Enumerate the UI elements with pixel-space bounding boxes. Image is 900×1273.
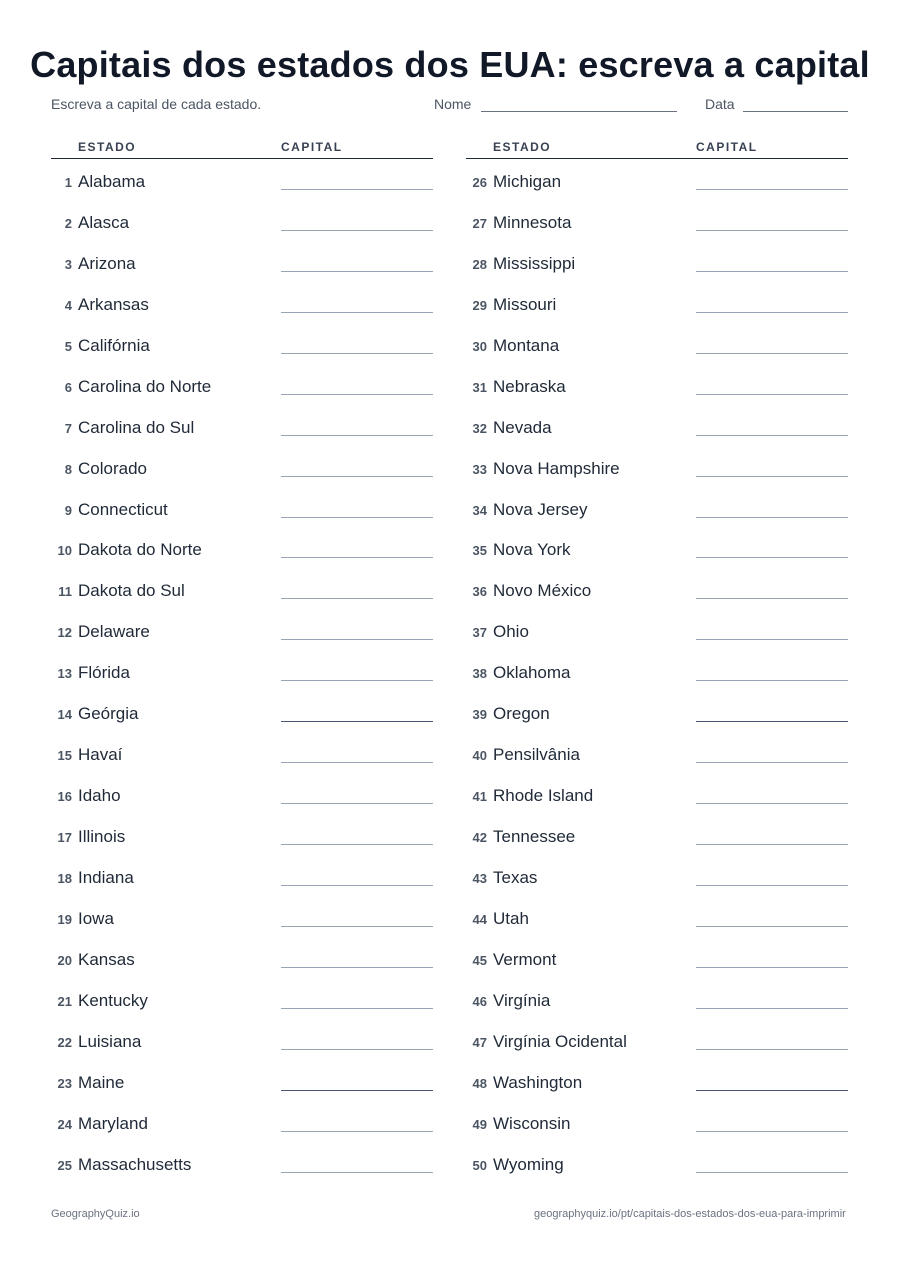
state-name: Rhode Island	[493, 786, 594, 806]
row-number: 40	[472, 748, 487, 764]
capital-answer-line[interactable]	[281, 885, 433, 886]
row-number: 31	[472, 379, 487, 395]
state-name: Arkansas	[78, 294, 149, 314]
row-number: 37	[472, 625, 487, 641]
capital-answer-line[interactable]	[281, 721, 433, 722]
state-name: Texas	[493, 867, 538, 887]
state-name: Carolina do Norte	[78, 376, 212, 396]
row-number: 48	[472, 1075, 487, 1091]
state-row	[51, 650, 433, 691]
state-name: Maryland	[78, 1113, 148, 1133]
state-row	[466, 978, 848, 1019]
state-name: Utah	[493, 908, 529, 928]
capital-answer-line[interactable]	[281, 557, 433, 558]
state-name: Alabama	[78, 172, 146, 191]
capital-column-header: CAPITAL	[696, 140, 758, 154]
row-number: 36	[472, 584, 487, 600]
state-name: Idaho	[78, 786, 121, 806]
capital-answer-line[interactable]	[696, 1049, 848, 1050]
row-number: 27	[472, 215, 487, 231]
state-name: Arizona	[78, 253, 136, 273]
state-name: Ohio	[493, 622, 529, 642]
state-row	[51, 609, 433, 650]
state-row	[51, 323, 433, 364]
state-name: Wisconsin	[493, 1113, 571, 1133]
row-number: 2	[64, 215, 72, 231]
state-name: Vermont	[493, 949, 557, 969]
state-row	[466, 1019, 848, 1060]
state-row	[51, 1142, 433, 1183]
capital-answer-line[interactable]	[696, 803, 848, 804]
state-name: Nevada	[493, 417, 552, 437]
row-number: 41	[472, 789, 487, 805]
row-number: 5	[64, 338, 72, 354]
state-row	[466, 487, 848, 528]
state-row	[466, 609, 848, 650]
row-number: 3	[64, 256, 72, 272]
row-number: 34	[472, 502, 487, 518]
state-name: Delaware	[78, 622, 150, 642]
row-number: 4	[64, 297, 72, 313]
state-name: Michigan	[493, 172, 562, 191]
row-number: 13	[57, 666, 72, 682]
state-row	[51, 1019, 433, 1060]
state-name: Maine	[78, 1072, 125, 1092]
capital-answer-line[interactable]	[696, 394, 848, 395]
capital-answer-line[interactable]	[281, 598, 433, 599]
state-row	[466, 732, 848, 773]
capital-answer-line[interactable]	[281, 189, 433, 190]
state-name: Nova Jersey	[493, 499, 588, 519]
row-number: 20	[57, 952, 72, 968]
capital-answer-line[interactable]	[281, 271, 433, 272]
row-number: 9	[64, 502, 72, 518]
state-row	[51, 1060, 433, 1101]
row-number: 19	[57, 911, 72, 927]
state-name: Flórida	[78, 663, 130, 683]
state-name: Carolina do Sul	[78, 417, 195, 437]
state-name: Dakota do Norte	[78, 540, 202, 560]
state-row	[466, 446, 848, 487]
state-row	[51, 241, 433, 282]
capital-answer-line[interactable]	[281, 1090, 433, 1091]
state-name: Nova York	[493, 540, 571, 560]
state-row	[466, 937, 848, 978]
state-row	[466, 773, 848, 814]
state-name: Havaí	[78, 745, 123, 765]
row-number: 47	[472, 1034, 487, 1050]
state-row	[51, 527, 433, 568]
state-row	[51, 978, 433, 1019]
state-row	[466, 1060, 848, 1101]
capital-answer-line[interactable]	[281, 435, 433, 436]
state-name: Oklahoma	[493, 663, 571, 683]
state-row	[51, 282, 433, 323]
right-column	[466, 138, 848, 1182]
state-row	[51, 446, 433, 487]
capital-answer-line[interactable]	[281, 230, 433, 231]
state-row	[466, 855, 848, 896]
column-header	[51, 138, 433, 159]
state-column-header: ESTADO	[78, 140, 137, 154]
row-number: 25	[57, 1157, 72, 1173]
date-field[interactable]	[743, 111, 848, 112]
instructions: Escreva a capital de cada estado.	[51, 96, 262, 112]
row-number: 11	[58, 584, 72, 600]
right-rows	[466, 159, 848, 1182]
row-number: 42	[472, 830, 487, 845]
capital-answer-line[interactable]	[696, 598, 848, 599]
state-row	[466, 1101, 848, 1142]
row-number: 10	[57, 543, 72, 559]
row-number: 6	[64, 379, 72, 395]
column-header	[466, 138, 848, 159]
state-row	[466, 405, 848, 446]
state-name: Novo México	[493, 581, 592, 601]
row-number: 18	[57, 870, 72, 886]
row-number: 26	[472, 175, 487, 190]
capital-answer-line[interactable]	[281, 680, 433, 681]
state-name: Nebraska	[493, 376, 566, 396]
state-row	[466, 691, 848, 732]
state-name: Wyoming	[493, 1154, 564, 1174]
capital-answer-line[interactable]	[281, 353, 433, 354]
state-row	[51, 814, 433, 855]
row-number: 8	[64, 461, 72, 477]
state-row	[51, 364, 433, 405]
state-row	[51, 691, 433, 732]
row-number: 35	[472, 543, 487, 559]
state-row	[466, 323, 848, 364]
state-column-header: ESTADO	[493, 140, 552, 154]
capital-answer-line[interactable]	[696, 557, 848, 558]
capital-answer-line[interactable]	[281, 1172, 433, 1173]
state-name: Dakota do Sul	[78, 581, 185, 601]
capital-answer-line[interactable]	[281, 844, 433, 845]
state-row	[51, 896, 433, 937]
row-number: 1	[64, 175, 72, 190]
capital-answer-line[interactable]	[281, 1049, 433, 1050]
capital-answer-line[interactable]	[281, 926, 433, 927]
state-row	[466, 364, 848, 405]
state-row	[466, 282, 848, 323]
capital-answer-line[interactable]	[696, 312, 848, 313]
capital-answer-line[interactable]	[696, 762, 848, 763]
capital-answer-line[interactable]	[696, 1131, 848, 1132]
state-row	[51, 200, 433, 241]
row-number: 24	[57, 1116, 72, 1132]
capital-answer-line[interactable]	[696, 885, 848, 886]
state-name: Kentucky	[78, 990, 148, 1010]
capital-column-header: CAPITAL	[281, 140, 343, 154]
row-number: 44	[472, 911, 487, 927]
state-row	[51, 1101, 433, 1142]
state-row	[466, 814, 848, 855]
row-number: 32	[472, 420, 487, 436]
state-row	[51, 732, 433, 773]
row-number: 16	[57, 789, 72, 805]
state-row	[466, 650, 848, 691]
state-name: Geórgia	[78, 704, 139, 724]
capital-answer-line[interactable]	[696, 1090, 848, 1091]
capital-answer-line[interactable]	[281, 1131, 433, 1132]
state-name: Indiana	[78, 867, 134, 887]
state-row	[51, 405, 433, 446]
capital-answer-line[interactable]	[281, 476, 433, 477]
state-name: Oregon	[493, 704, 550, 724]
capital-answer-line[interactable]	[281, 803, 433, 804]
state-name: Minnesota	[493, 212, 572, 232]
capital-answer-line[interactable]	[696, 1172, 848, 1173]
state-name: Califórnia	[78, 335, 150, 355]
capital-answer-line[interactable]	[281, 517, 433, 518]
capital-answer-line[interactable]	[281, 762, 433, 763]
capital-answer-line[interactable]	[281, 1008, 433, 1009]
state-row	[51, 159, 433, 200]
capital-answer-line[interactable]	[696, 189, 848, 190]
row-number: 17	[57, 830, 72, 845]
state-row	[466, 241, 848, 282]
capital-answer-line[interactable]	[696, 230, 848, 231]
state-name: Luisiana	[78, 1031, 142, 1051]
capital-answer-line[interactable]	[696, 271, 848, 272]
capital-answer-line[interactable]	[281, 967, 433, 968]
capital-answer-line[interactable]	[281, 394, 433, 395]
state-row	[51, 487, 433, 528]
page-title: Capitais dos estados dos EUA: escreva a capital	[30, 44, 870, 85]
name-label: Nome	[434, 96, 472, 112]
row-number: 33	[472, 461, 487, 477]
row-number: 30	[472, 338, 487, 354]
state-name: Massachusetts	[78, 1154, 192, 1174]
capital-answer-line[interactable]	[696, 1008, 848, 1009]
capital-answer-line[interactable]	[696, 721, 848, 722]
state-name: Iowa	[78, 908, 114, 928]
capital-answer-line[interactable]	[696, 435, 848, 436]
footer-brand: GeographyQuiz.io	[51, 1208, 140, 1220]
state-row	[51, 773, 433, 814]
state-row	[466, 527, 848, 568]
state-name: Virgínia	[493, 990, 551, 1010]
capital-answer-line[interactable]	[696, 517, 848, 518]
state-name: Alasca	[78, 212, 130, 232]
row-number: 22	[57, 1034, 72, 1050]
state-row	[466, 1142, 848, 1183]
capital-answer-line[interactable]	[696, 639, 848, 640]
left-column	[51, 138, 433, 1182]
state-row	[466, 568, 848, 609]
row-number: 7	[64, 420, 72, 436]
name-field[interactable]	[481, 111, 677, 112]
state-name: Nova Hampshire	[493, 458, 620, 478]
state-name: Missouri	[493, 294, 557, 314]
footer-url: geographyquiz.io/pt/capitais-dos-estados-dos-eua-para-imprimir	[534, 1208, 846, 1220]
state-name: Tennessee	[493, 827, 576, 846]
date-label: Data	[705, 96, 735, 112]
state-name: Pensilvânia	[493, 745, 580, 765]
capital-answer-line[interactable]	[696, 967, 848, 968]
capital-answer-line[interactable]	[696, 353, 848, 354]
row-number: 29	[472, 297, 487, 313]
row-number: 39	[472, 707, 487, 723]
capital-answer-line[interactable]	[696, 476, 848, 477]
state-row	[51, 855, 433, 896]
state-name: Colorado	[78, 458, 147, 478]
row-number: 15	[57, 748, 72, 764]
state-row	[466, 896, 848, 937]
meta-row	[0, 96, 900, 116]
row-number: 38	[472, 666, 487, 682]
row-number: 45	[472, 952, 487, 968]
state-name: Virgínia Ocidental	[493, 1031, 627, 1051]
row-number: 14	[57, 707, 72, 723]
left-rows	[51, 159, 433, 1182]
row-number: 50	[472, 1157, 487, 1173]
row-number: 28	[472, 256, 487, 272]
capital-answer-line[interactable]	[696, 680, 848, 681]
state-name: Montana	[493, 335, 560, 355]
state-name: Washington	[493, 1072, 583, 1092]
capital-answer-line[interactable]	[696, 844, 848, 845]
state-name: Kansas	[78, 949, 135, 969]
state-name: Mississippi	[493, 253, 576, 273]
state-row	[51, 568, 433, 609]
capital-answer-line[interactable]	[696, 926, 848, 927]
row-number: 43	[472, 870, 487, 886]
row-number: 46	[472, 993, 487, 1009]
row-number: 21	[57, 993, 72, 1009]
capital-answer-line[interactable]	[281, 312, 433, 313]
row-number: 23	[57, 1075, 72, 1091]
state-name: Illinois	[78, 827, 126, 846]
row-number: 12	[57, 625, 72, 641]
capital-answer-line[interactable]	[281, 639, 433, 640]
state-row	[51, 937, 433, 978]
state-name: Connecticut	[78, 499, 168, 519]
state-row	[466, 200, 848, 241]
row-number: 49	[472, 1116, 487, 1132]
state-row	[466, 159, 848, 200]
